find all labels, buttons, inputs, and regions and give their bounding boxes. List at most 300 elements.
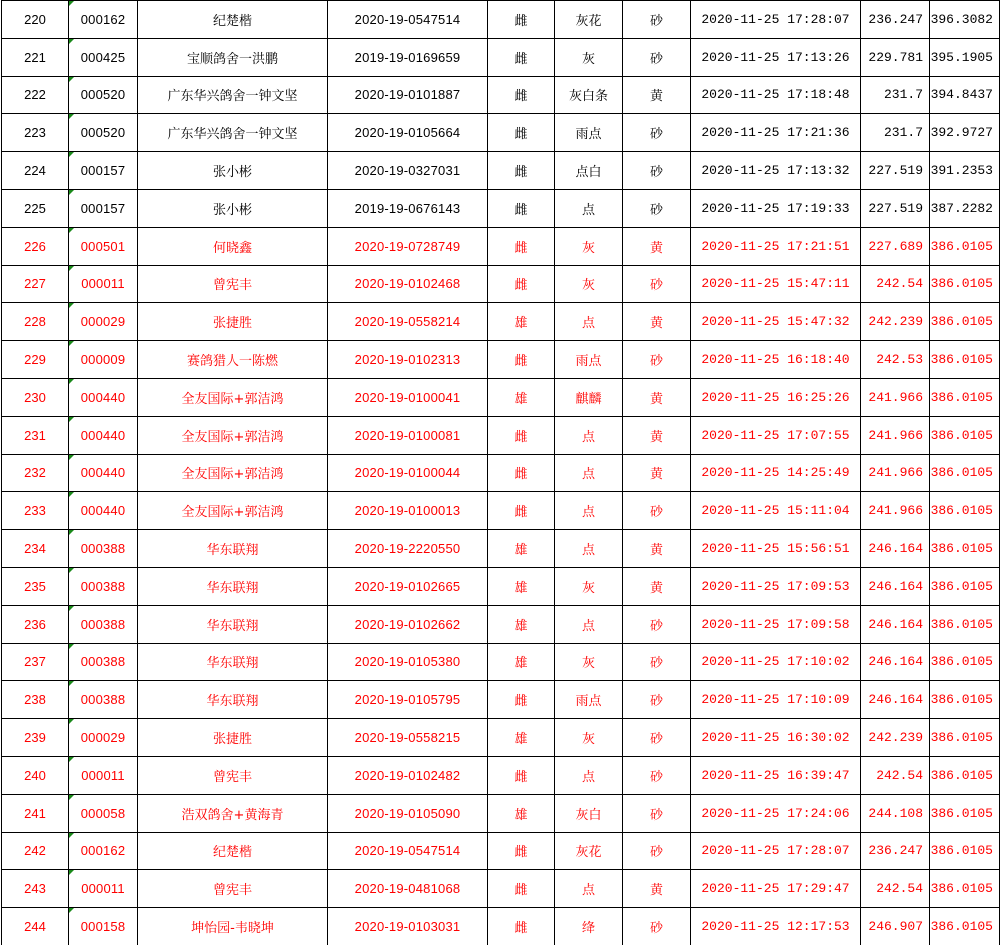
arrival-time-cell[interactable]: 2020-11-25 17:24:06 [691,794,861,832]
distance-cell[interactable]: 242.54 [861,265,930,303]
ring-number-cell[interactable]: 2020-19-0105380 [328,643,488,681]
text-number-marker-icon [69,870,74,875]
sex-cell[interactable]: 雌 [488,870,555,908]
feather-color-cell[interactable]: 灰花 [555,1,623,39]
eye-color-cell[interactable]: 砂 [623,605,691,643]
text-number-marker-icon [69,39,74,44]
ring-number-cell[interactable]: 2020-19-0103031 [328,908,488,945]
eye-color-cell[interactable]: 黄 [623,378,691,416]
table-row[interactable] [2,341,1000,379]
distance-cell[interactable]: 242.53 [861,341,930,379]
distance-cell[interactable]: 241.966 [861,492,930,530]
ring-number-cell[interactable]: 2020-19-0101887 [328,76,488,114]
distance-cell[interactable]: 244.108 [861,794,930,832]
rank-cell[interactable]: 238 [2,681,69,719]
feather-color-cell[interactable]: 雨点 [555,114,623,152]
feather-color-cell[interactable]: 灰 [555,643,623,681]
ring-number-cell[interactable]: 2020-19-0558215 [328,719,488,757]
member-id-cell[interactable]: 000440 [69,454,138,492]
speed-cell[interactable]: 386.0105 [930,908,1000,945]
eye-color-cell[interactable]: 砂 [623,265,691,303]
speed-cell[interactable]: 386.0105 [930,303,1000,341]
table-row[interactable] [2,378,1000,416]
arrival-time-cell[interactable]: 2020-11-25 15:11:04 [691,492,861,530]
table-row[interactable] [2,454,1000,492]
owner-name-cell[interactable]: 华东联翔 [138,605,328,643]
eye-color-cell[interactable]: 黄 [623,416,691,454]
table-row[interactable] [2,227,1000,265]
speed-cell[interactable]: 386.0105 [930,416,1000,454]
distance-cell[interactable]: 246.907 [861,908,930,945]
feather-color-cell[interactable]: 点 [555,492,623,530]
table-row[interactable] [2,870,1000,908]
eye-color-cell[interactable]: 砂 [623,1,691,39]
arrival-time-cell[interactable]: 2020-11-25 17:07:55 [691,416,861,454]
eye-color-cell[interactable]: 砂 [623,643,691,681]
speed-cell[interactable]: 386.0105 [930,643,1000,681]
speed-cell[interactable]: 386.0105 [930,378,1000,416]
arrival-time-cell[interactable]: 2020-11-25 16:25:26 [691,378,861,416]
speed-cell[interactable]: 386.0105 [930,492,1000,530]
feather-color-cell[interactable]: 点 [555,530,623,568]
sex-cell[interactable]: 雌 [488,341,555,379]
owner-name-cell[interactable]: 广东华兴鸽舍一钟文坚 [138,114,328,152]
member-id-cell[interactable]: 000388 [69,681,138,719]
sex-cell[interactable]: 雄 [488,794,555,832]
owner-name-cell[interactable]: 全友国际+郭洁鸿 [138,454,328,492]
text-number-marker-icon [69,908,74,913]
text-number-marker-icon [69,379,74,384]
ring-number-cell[interactable]: 2020-19-2220550 [328,530,488,568]
sex-cell[interactable]: 雄 [488,643,555,681]
text-number-marker-icon [69,719,74,724]
feather-color-cell[interactable]: 点 [555,189,623,227]
speed-cell[interactable]: 386.0105 [930,870,1000,908]
member-id-cell[interactable]: 000388 [69,567,138,605]
speed-cell[interactable]: 386.0105 [930,454,1000,492]
text-number-marker-icon [69,757,74,762]
distance-cell[interactable]: 229.781 [861,38,930,76]
speed-cell[interactable]: 386.0105 [930,341,1000,379]
owner-name-cell[interactable]: 曾宪丰 [138,870,328,908]
distance-cell[interactable]: 246.164 [861,643,930,681]
ring-number-cell[interactable]: 2020-19-0102665 [328,567,488,605]
sex-cell[interactable]: 雌 [488,1,555,39]
speed-cell[interactable]: 396.3082 [930,1,1000,39]
sex-cell[interactable]: 雌 [488,38,555,76]
member-id-cell[interactable]: 000520 [69,114,138,152]
speed-cell[interactable]: 386.0105 [930,832,1000,870]
eye-color-cell[interactable]: 砂 [623,681,691,719]
table-row[interactable] [2,38,1000,76]
text-number-marker-icon [69,644,74,649]
table-row[interactable] [2,189,1000,227]
ring-number-cell[interactable]: 2020-19-0100081 [328,416,488,454]
owner-name-cell[interactable]: 全友国际+郭洁鸿 [138,378,328,416]
rank-cell[interactable]: 226 [2,227,69,265]
eye-color-cell[interactable]: 黄 [623,227,691,265]
feather-color-cell[interactable]: 灰花 [555,832,623,870]
member-id-cell[interactable]: 000011 [69,265,138,303]
arrival-time-cell[interactable]: 2020-11-25 17:13:26 [691,38,861,76]
sex-cell[interactable]: 雌 [488,832,555,870]
text-number-marker-icon [69,341,74,346]
feather-color-cell[interactable]: 灰 [555,227,623,265]
eye-color-cell[interactable]: 砂 [623,38,691,76]
ring-number-cell[interactable]: 2019-19-0676143 [328,189,488,227]
member-id-cell[interactable]: 000157 [69,152,138,190]
distance-cell[interactable]: 231.7 [861,114,930,152]
eye-color-cell[interactable]: 砂 [623,832,691,870]
arrival-time-cell[interactable]: 2020-11-25 15:47:32 [691,303,861,341]
sex-cell[interactable]: 雄 [488,719,555,757]
table-row[interactable] [2,530,1000,568]
distance-cell[interactable]: 227.689 [861,227,930,265]
owner-name-cell[interactable]: 赛鸽猎人一陈燃 [138,341,328,379]
owner-name-cell[interactable]: 张小彬 [138,152,328,190]
feather-color-cell[interactable]: 点 [555,416,623,454]
member-id-cell[interactable]: 000520 [69,76,138,114]
rank-cell[interactable]: 222 [2,76,69,114]
arrival-time-cell[interactable]: 2020-11-25 17:13:32 [691,152,861,190]
table-row[interactable] [2,416,1000,454]
sex-cell[interactable]: 雌 [488,416,555,454]
sex-cell[interactable]: 雌 [488,454,555,492]
member-id-cell[interactable]: 000388 [69,643,138,681]
ring-number-cell[interactable]: 2020-19-0105664 [328,114,488,152]
eye-color-cell[interactable]: 黄 [623,454,691,492]
feather-color-cell[interactable]: 点 [555,870,623,908]
ring-number-cell[interactable]: 2020-19-0102482 [328,756,488,794]
table-row[interactable] [2,76,1000,114]
rank-cell[interactable]: 241 [2,794,69,832]
arrival-time-cell[interactable]: 2020-11-25 15:47:11 [691,265,861,303]
rank-cell[interactable]: 242 [2,832,69,870]
text-number-marker-icon [69,833,74,838]
owner-name-cell[interactable]: 纪楚楷 [138,1,328,39]
rank-cell[interactable]: 225 [2,189,69,227]
eye-color-cell[interactable]: 砂 [623,908,691,945]
eye-color-cell[interactable]: 砂 [623,756,691,794]
feather-color-cell[interactable]: 点白 [555,152,623,190]
text-number-marker-icon [69,303,74,308]
ring-number-cell[interactable]: 2020-19-0105795 [328,681,488,719]
ring-number-cell[interactable]: 2020-19-0105090 [328,794,488,832]
owner-name-cell[interactable]: 全友国际+郭洁鸿 [138,416,328,454]
owner-name-cell[interactable]: 全友国际+郭洁鸿 [138,492,328,530]
arrival-time-cell[interactable]: 2020-11-25 17:10:09 [691,681,861,719]
rank-cell[interactable]: 236 [2,605,69,643]
text-number-marker-icon [69,530,74,535]
text-number-marker-icon [69,152,74,157]
ring-number-cell[interactable]: 2020-19-0102313 [328,341,488,379]
table-row[interactable] [2,908,1000,945]
text-number-marker-icon [69,114,74,119]
speed-cell[interactable]: 391.2353 [930,152,1000,190]
distance-cell[interactable]: 227.519 [861,189,930,227]
rank-cell[interactable]: 237 [2,643,69,681]
table-row[interactable] [2,567,1000,605]
distance-cell[interactable]: 241.966 [861,454,930,492]
member-id-cell[interactable]: 000162 [69,1,138,39]
speed-cell[interactable]: 386.0105 [930,794,1000,832]
feather-color-cell[interactable]: 点 [555,454,623,492]
feather-color-cell[interactable]: 灰 [555,265,623,303]
sex-cell[interactable]: 雌 [488,681,555,719]
ring-number-cell[interactable]: 2020-19-0102662 [328,605,488,643]
table-row[interactable] [2,756,1000,794]
distance-cell[interactable]: 241.966 [861,416,930,454]
speed-cell[interactable]: 392.9727 [930,114,1000,152]
table-row[interactable] [2,303,1000,341]
speed-cell[interactable]: 386.0105 [930,605,1000,643]
distance-cell[interactable]: 242.239 [861,303,930,341]
owner-name-cell[interactable]: 华东联翔 [138,567,328,605]
race-results-table [1,0,1000,945]
feather-color-cell[interactable]: 点 [555,303,623,341]
ring-number-cell[interactable]: 2020-19-0481068 [328,870,488,908]
sex-cell[interactable]: 雄 [488,303,555,341]
arrival-time-cell[interactable]: 2020-11-25 17:28:07 [691,1,861,39]
arrival-time-cell[interactable]: 2020-11-25 17:09:53 [691,567,861,605]
sex-cell[interactable]: 雌 [488,76,555,114]
member-id-cell[interactable]: 000058 [69,794,138,832]
owner-name-cell[interactable]: 华东联翔 [138,681,328,719]
eye-color-cell[interactable]: 黄 [623,76,691,114]
feather-color-cell[interactable]: 雨点 [555,681,623,719]
text-number-marker-icon [69,606,74,611]
speed-cell[interactable]: 386.0105 [930,530,1000,568]
text-number-marker-icon [69,417,74,422]
owner-name-cell[interactable]: 广东华兴鸽舍一钟文坚 [138,76,328,114]
eye-color-cell[interactable]: 砂 [623,341,691,379]
distance-cell[interactable]: 242.54 [861,756,930,794]
feather-color-cell[interactable]: 灰 [555,567,623,605]
owner-name-cell[interactable]: 浩双鸽舍+黄海青 [138,794,328,832]
ring-number-cell[interactable]: 2020-19-0100044 [328,454,488,492]
table-row[interactable] [2,114,1000,152]
ring-number-cell[interactable]: 2020-19-0100041 [328,378,488,416]
distance-cell[interactable]: 246.164 [861,530,930,568]
speed-cell[interactable]: 395.1905 [930,38,1000,76]
distance-cell[interactable]: 246.164 [861,681,930,719]
sex-cell[interactable]: 雌 [488,756,555,794]
eye-color-cell[interactable]: 砂 [623,114,691,152]
table-row[interactable] [2,681,1000,719]
speed-cell[interactable]: 386.0105 [930,227,1000,265]
text-number-marker-icon [69,568,74,573]
arrival-time-cell[interactable]: 2020-11-25 17:09:58 [691,605,861,643]
distance-cell[interactable]: 236.247 [861,832,930,870]
member-id-cell[interactable]: 000157 [69,189,138,227]
owner-name-cell[interactable]: 宝顺鸽舍一洪鹏 [138,38,328,76]
table-row[interactable] [2,265,1000,303]
feather-color-cell[interactable]: 灰白 [555,794,623,832]
ring-number-cell[interactable]: 2020-19-0102468 [328,265,488,303]
owner-name-cell[interactable]: 张捷胜 [138,303,328,341]
table-row[interactable] [2,605,1000,643]
distance-cell[interactable]: 231.7 [861,76,930,114]
owner-name-cell[interactable]: 纪楚楷 [138,832,328,870]
table-row[interactable] [2,643,1000,681]
speed-cell[interactable]: 386.0105 [930,756,1000,794]
member-id-cell[interactable]: 000029 [69,303,138,341]
eye-color-cell[interactable]: 黄 [623,870,691,908]
ring-number-cell[interactable]: 2020-19-0547514 [328,1,488,39]
distance-cell[interactable]: 246.164 [861,567,930,605]
rank-cell[interactable]: 224 [2,152,69,190]
speed-cell[interactable]: 386.0105 [930,681,1000,719]
member-id-cell[interactable]: 000009 [69,341,138,379]
member-id-cell[interactable]: 000388 [69,605,138,643]
ring-number-cell[interactable]: 2020-19-0100013 [328,492,488,530]
arrival-time-cell[interactable]: 2020-11-25 16:30:02 [691,719,861,757]
feather-color-cell[interactable]: 灰 [555,38,623,76]
speed-cell[interactable]: 386.0105 [930,265,1000,303]
feather-color-cell[interactable]: 灰 [555,719,623,757]
rank-cell[interactable]: 223 [2,114,69,152]
feather-color-cell[interactable]: 灰白条 [555,76,623,114]
eye-color-cell[interactable]: 砂 [623,719,691,757]
member-id-cell[interactable]: 000440 [69,378,138,416]
rank-cell[interactable]: 220 [2,1,69,39]
rank-cell[interactable]: 234 [2,530,69,568]
text-number-marker-icon [69,77,74,82]
owner-name-cell[interactable]: 坤怡园-韦晓坤 [138,908,328,945]
arrival-time-cell[interactable]: 2020-11-25 14:25:49 [691,454,861,492]
feather-color-cell[interactable]: 点 [555,756,623,794]
arrival-time-cell[interactable]: 2020-11-25 17:18:48 [691,76,861,114]
distance-cell[interactable]: 246.164 [861,605,930,643]
owner-name-cell[interactable]: 曾宪丰 [138,756,328,794]
rank-cell[interactable]: 232 [2,454,69,492]
text-number-marker-icon [69,795,74,800]
distance-cell[interactable]: 242.54 [861,870,930,908]
owner-name-cell[interactable]: 何晓鑫 [138,227,328,265]
rank-cell[interactable]: 235 [2,567,69,605]
owner-name-cell[interactable]: 华东联翔 [138,530,328,568]
table-row[interactable] [2,719,1000,757]
eye-color-cell[interactable]: 黄 [623,530,691,568]
rank-cell[interactable]: 233 [2,492,69,530]
speed-cell[interactable]: 394.8437 [930,76,1000,114]
table-row[interactable] [2,832,1000,870]
text-number-marker-icon [69,681,74,686]
arrival-time-cell[interactable]: 2020-11-25 17:10:02 [691,643,861,681]
arrival-time-cell[interactable]: 2020-11-25 17:21:36 [691,114,861,152]
distance-cell[interactable]: 227.519 [861,152,930,190]
text-number-marker-icon [69,190,74,195]
eye-color-cell[interactable]: 黄 [623,567,691,605]
distance-cell[interactable]: 236.247 [861,1,930,39]
feather-color-cell[interactable]: 绛 [555,908,623,945]
sex-cell[interactable]: 雌 [488,189,555,227]
table-row[interactable] [2,1,1000,39]
member-id-cell[interactable]: 000011 [69,756,138,794]
table-row[interactable] [2,794,1000,832]
feather-color-cell[interactable]: 麒麟 [555,378,623,416]
eye-color-cell[interactable]: 黄 [623,303,691,341]
table-row[interactable] [2,152,1000,190]
distance-cell[interactable]: 242.239 [861,719,930,757]
ring-number-cell[interactable]: 2020-19-0728749 [328,227,488,265]
rank-cell[interactable]: 229 [2,341,69,379]
member-id-cell[interactable]: 000425 [69,38,138,76]
sex-cell[interactable]: 雌 [488,152,555,190]
speed-cell[interactable]: 386.0105 [930,719,1000,757]
sex-cell[interactable]: 雌 [488,908,555,945]
speed-cell[interactable]: 387.2282 [930,189,1000,227]
member-id-cell[interactable]: 000162 [69,832,138,870]
feather-color-cell[interactable]: 雨点 [555,341,623,379]
sex-cell[interactable]: 雄 [488,605,555,643]
arrival-time-cell[interactable]: 2020-11-25 17:28:07 [691,832,861,870]
rank-cell[interactable]: 231 [2,416,69,454]
eye-color-cell[interactable]: 砂 [623,152,691,190]
arrival-time-cell[interactable]: 2020-11-25 15:56:51 [691,530,861,568]
ring-number-cell[interactable]: 2020-19-0327031 [328,152,488,190]
member-id-cell[interactable]: 000011 [69,870,138,908]
member-id-cell[interactable]: 000440 [69,416,138,454]
owner-name-cell[interactable]: 张捷胜 [138,719,328,757]
sex-cell[interactable]: 雄 [488,378,555,416]
rank-cell[interactable]: 230 [2,378,69,416]
arrival-time-cell[interactable]: 2020-11-25 16:39:47 [691,756,861,794]
rank-cell[interactable]: 239 [2,719,69,757]
owner-name-cell[interactable]: 曾宪丰 [138,265,328,303]
speed-cell[interactable]: 386.0105 [930,567,1000,605]
member-id-cell[interactable]: 000388 [69,530,138,568]
owner-name-cell[interactable]: 张小彬 [138,189,328,227]
rank-cell[interactable]: 240 [2,756,69,794]
arrival-time-cell[interactable]: 2020-11-25 17:29:47 [691,870,861,908]
rank-cell[interactable]: 244 [2,908,69,945]
text-number-marker-icon [69,455,74,460]
ring-number-cell[interactable]: 2020-19-0558214 [328,303,488,341]
sex-cell[interactable]: 雄 [488,567,555,605]
eye-color-cell[interactable]: 砂 [623,189,691,227]
rank-cell[interactable]: 221 [2,38,69,76]
text-number-marker-icon [69,228,74,233]
arrival-time-cell[interactable]: 2020-11-25 17:21:51 [691,227,861,265]
rank-cell[interactable]: 227 [2,265,69,303]
arrival-time-cell[interactable]: 2020-11-25 16:18:40 [691,341,861,379]
text-number-marker-icon [69,266,74,271]
eye-color-cell[interactable]: 砂 [623,492,691,530]
member-id-cell[interactable]: 000501 [69,227,138,265]
arrival-time-cell[interactable]: 2020-11-25 17:19:33 [691,189,861,227]
member-id-cell[interactable]: 000029 [69,719,138,757]
sex-cell[interactable]: 雌 [488,227,555,265]
member-id-cell[interactable]: 000440 [69,492,138,530]
rank-cell[interactable]: 228 [2,303,69,341]
sex-cell[interactable]: 雌 [488,265,555,303]
rank-cell[interactable]: 243 [2,870,69,908]
sex-cell[interactable]: 雌 [488,492,555,530]
ring-number-cell[interactable]: 2019-19-0169659 [328,38,488,76]
distance-cell[interactable]: 241.966 [861,378,930,416]
member-id-cell[interactable]: 000158 [69,908,138,945]
eye-color-cell[interactable]: 砂 [623,794,691,832]
table-body [2,1,1000,945]
ring-number-cell[interactable]: 2020-19-0547514 [328,832,488,870]
table-row[interactable] [2,492,1000,530]
feather-color-cell[interactable]: 点 [555,605,623,643]
arrival-time-cell[interactable]: 2020-11-25 12:17:53 [691,908,861,945]
sex-cell[interactable]: 雄 [488,530,555,568]
sex-cell[interactable]: 雌 [488,114,555,152]
owner-name-cell[interactable]: 华东联翔 [138,643,328,681]
